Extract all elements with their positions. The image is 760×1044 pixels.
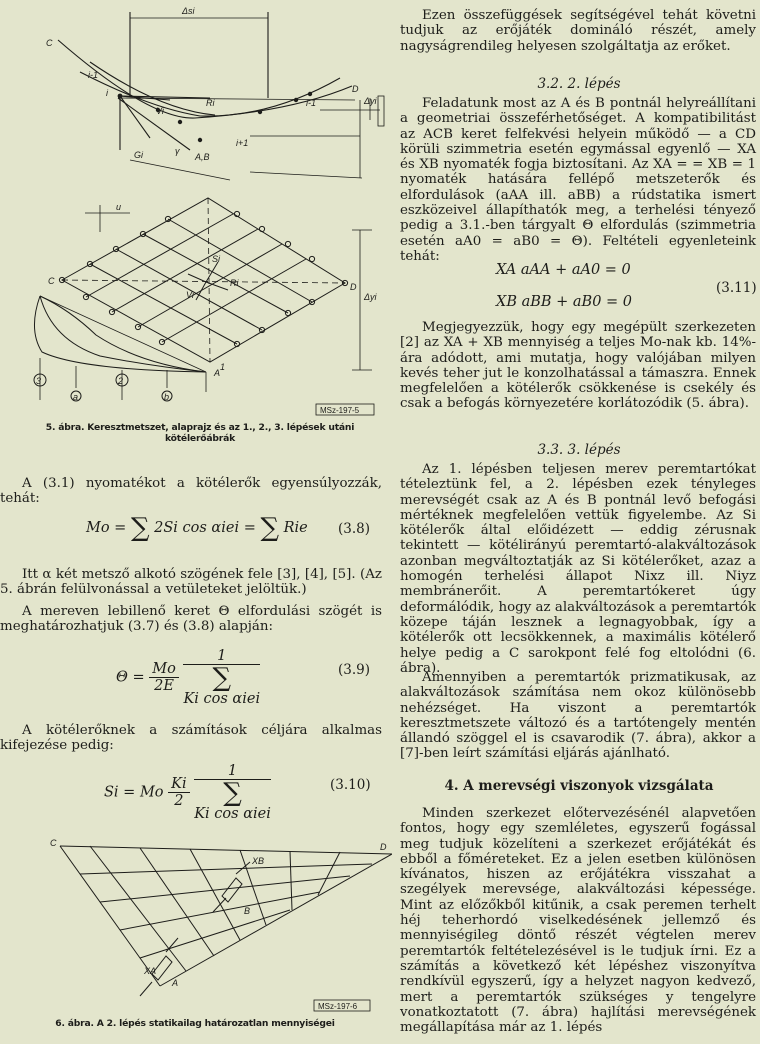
- equation-3-9: Θ = $\frac{Mo}{2E}$ 1 ∑ Ki cos αiei: [116, 648, 261, 707]
- fig5-label-Ri: Ri: [206, 98, 215, 108]
- equation-3-10-number: (3.10): [330, 777, 371, 793]
- fig5-curve-3: 3: [36, 376, 42, 386]
- right-paragraph-1: Ezen összefüggések segítségével tehát követni tudjuk az erőjáték domináló részét, amely nagyságrendileg helyesen szolgáltatja az erőket.: [400, 8, 756, 54]
- right-paragraph-2: Feladatunk most az A és B pontnál helyreállítani a geometriai összeférhetőséget. A kompatibilitást az ACB keret felfekvési helyein működő — a CD körüli szimmetria esetén egymással egyenlő — XA és XB nyomaték fogja biztosítani. Az XA = = XB = 1 nyomaték hatására fellépő metszeterők és elfordulások (aAA ill. aBB) a rúdstatika ismert eszközeivel állapíthatók meg, a terhelési tényező pedig a 3.1.-ben tárgyalt Θ elfordulás (szimmetria esetén aA0 = aB0 = Θ). Feltételi egyenleteink tehát:: [400, 96, 756, 264]
- fig5-label-Gi: Gi: [134, 150, 143, 160]
- left-paragraph-1: A (3.1) nyomatékot a kötélerők egyensúlyozzák, tehát:: [0, 476, 382, 507]
- fig6-label-A: A: [172, 978, 179, 988]
- figure-6-drawing: [0, 826, 392, 1016]
- figure-6-caption: 6. ábra. A 2. lépés statikailag határozatlan mennyiségei: [55, 1018, 335, 1029]
- right-column: [400, 0, 758, 1044]
- heading-3-2: 3.2. 2. lépés: [537, 76, 621, 92]
- figure-5-caption: [20, 422, 380, 444]
- figure-5-caption-line2: kötélerőábrák: [164, 433, 236, 444]
- fig5-label-Ri-plan: Ri: [230, 278, 239, 288]
- fig5-label-Si: Si: [212, 254, 221, 264]
- fig5-label-i-minus-1-right: i-1: [306, 98, 317, 108]
- equation-3-8-number: (3.8): [338, 521, 371, 537]
- right-paragraph-6: Minden szerkezet előtervezésénél alapvetően fontos, hogy egy szemléletes, egyszerű fogással meg tudjuk közelíteni a szerkezet erőjátékát és ebből a főméreteket. Ez a jelen esetben különösen kívánatos, hiszen az erőjátékra visszahat a szegélyek merevsége, alakváltozási képessége. Mint az előzőkből kitűnik, a csak peremen terhelt héj teherhordó viselkedésének jellemző és mennyiségileg döntő részét végtelen merev peremtartók feltételezésével is le tudjuk írni. Ez a számítás a következő két lépéshez viszonyítva rendkívül egyszerű, így a helyzet nagyon kedvező, mert a peremtartók szükséges y tengelyre vonatkoztatott (7. ábra) hajlítási merevségének megállapítása már az 1. lépés: [400, 806, 756, 1036]
- fig5-label-AB: A,B: [195, 152, 210, 162]
- fig5-label-Vi-plan: Vi: [186, 290, 194, 300]
- left-paragraph-3: A mereven lebillenő keret Θ elfordulási szögét is meghatározhatjuk (3.7) és (3.8) alapján:: [0, 604, 382, 635]
- fig6-label-XB: XB: [252, 856, 265, 866]
- equation-3-11-number: (3.11): [716, 280, 757, 296]
- right-paragraph-3: Megjegyezzük, hogy egy megépült szerkezeten [2] az XA + XB mennyiség a teljes Mo-nak kb. 14%-ára adódott, ami mutatja, hogy valójában milyen kevés teher jut le konzolhatással a támaszra. Ennek megfelelően a kötélerők csökkenése is csekély és csak a befogás környezetére korlátozódik (5. ábra).: [400, 320, 756, 412]
- equation-3-11b: XB aBB + aB0 = 0: [496, 294, 633, 310]
- fig6-label-C: C: [50, 838, 57, 848]
- figure-6: [0, 826, 392, 1016]
- left-paragraph-4: A kötélerőknek a számítások céljára alkalmas kifejezése pedig:: [0, 723, 382, 754]
- figure-5-caption-line1: 5. ábra. Keresztmetszet, alaprajz és az 1., 2., 3. lépések utáni: [45, 422, 355, 433]
- equation-3-8: Mo = ∑ 2Si cos αiei = ∑ Rie: [86, 513, 308, 543]
- fig5-label-i-plus-1: i+1: [236, 138, 249, 148]
- fig6-tag: MSz-197-6: [318, 1002, 358, 1011]
- right-paragraph-4: Az 1. lépésben teljesen merev peremtartókat tételeztünk fel, a 2. lépésben ezek tényleges merevségét csak az A és B pontnál levő befogási mértéknek megfelelően vettük figyelembe. Az Si kötélerők által előidézett — eddig zérusnak tekintett — kötélirányú peremtartó-alakváltozások azonban megváltoztatják az Si kötélerőket, azaz a homogén terhelési állapot Nixz ill. Niyz membránerőit. A peremtartókeret úgy deformálódik, hogy az alakváltozások a peremtartók közepe táján lesznek a legnagyobbak, így a kötélerők ott lecsökkennek, a maximális kötélerő helye pedig a C sarokpont felé fog eltolódni (6. ábra).: [400, 462, 756, 676]
- fig5-label-delta-yi: Δyi: [364, 292, 377, 302]
- fig5-label-u: u: [116, 202, 122, 212]
- equation-3-11a: XA aAA + aA0 = 0: [496, 262, 631, 278]
- fig6-label-XA: XA: [144, 966, 157, 976]
- fig6-label-B: B: [244, 906, 251, 916]
- fig6-label-D: D: [380, 842, 387, 852]
- section-4-heading: 4. A merevségi viszonyok vizsgálata: [444, 778, 714, 794]
- fig5-label-D: D: [352, 84, 359, 94]
- fig5-tag: MSz-197-5: [320, 406, 360, 415]
- fig5-label-i-minus-1: i-1: [88, 70, 99, 80]
- equation-3-9-number: (3.9): [338, 662, 371, 678]
- fig5-label-A: A: [214, 368, 221, 378]
- heading-3-3: 3.3. 3. lépés: [537, 442, 621, 458]
- right-paragraph-5: Amennyiben a peremtartók prizmatikusak, az alakváltozások számítása nem okoz különösebb nehézséget. Ha viszont a peremtartók keresztmetszete változó és a tartótengely mentén állandó szöggel el is csavarodik (7. ábra), akkor a [7]-ben leírt számítási eljárás ajánlható.: [400, 670, 756, 762]
- fig5-curve-1: 1: [220, 362, 226, 372]
- equation-3-10: Si = Mo $\frac{Ki}{2}$ 1 ∑ Ki cos αiei: [104, 763, 271, 822]
- fig5-label-i: i: [106, 88, 108, 98]
- fig5-label-C: C: [46, 38, 53, 48]
- left-paragraph-2: Itt α két metsző alkotó szögének fele [3], [4], [5]. (Az 5. ábrán felülvonással a vetületeket jelöltük.): [0, 567, 382, 598]
- fig5-label-delta-si: Δsi: [182, 6, 195, 16]
- fig5-label-Vi: Vi: [156, 106, 164, 116]
- fig5-label-a: a: [73, 392, 79, 402]
- fig5-curve-2: 2: [118, 376, 124, 386]
- fig5-label-b: b: [164, 392, 170, 402]
- figure-5-drawing: [0, 0, 392, 420]
- fig5-label-gamma: γ: [175, 146, 180, 156]
- figure-5: [0, 0, 392, 420]
- fig5-label-C-plan: C: [48, 276, 55, 286]
- fig5-label-D-plan: D: [350, 282, 357, 292]
- fig5-label-delta-yi-top: Δyi: [364, 96, 377, 106]
